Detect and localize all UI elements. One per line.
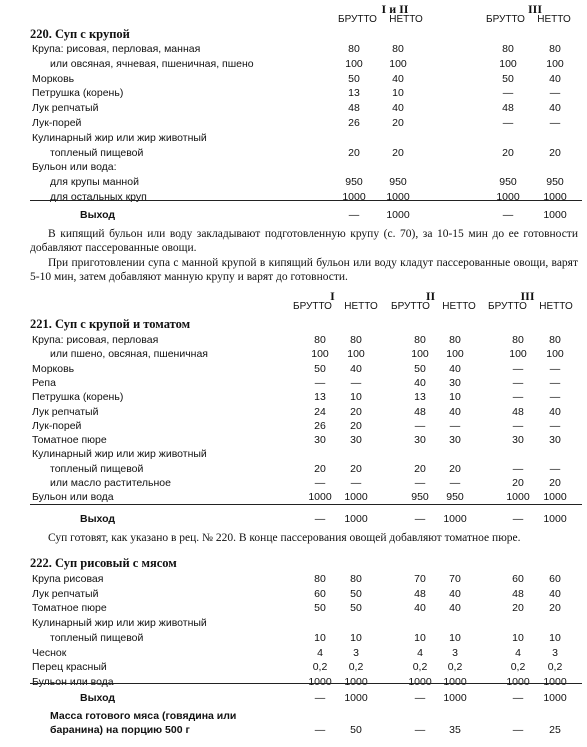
- ingredient-label: Лук-порей: [32, 419, 82, 432]
- quantity-cell: 30: [414, 434, 426, 447]
- quantity-cell: —: [549, 362, 561, 375]
- quantity-cell: 80: [414, 334, 426, 346]
- quantity-cell: —: [502, 117, 514, 129]
- instruction-paragraph: Суп готовят, как указано в рец. № 220. В конце пассерования овощей добавляют томатное пюре.: [48, 532, 521, 544]
- quantity-cell: —: [314, 477, 326, 489]
- quantity-cell: 1000: [443, 675, 467, 688]
- quantity-cell: —: [414, 419, 426, 432]
- quantity-cell: 30: [512, 434, 524, 447]
- yield-value: 1000: [543, 692, 567, 704]
- yield-value: —: [348, 209, 360, 221]
- ingredient-label: Кулинарный жир или жир животный: [32, 448, 207, 461]
- ingredient-label: Томатное пюре: [32, 434, 107, 447]
- ingredient-label: Петрушка (корень): [32, 391, 124, 404]
- quantity-cell: 1000: [308, 675, 332, 688]
- quantity-cell: —: [549, 87, 561, 100]
- quantity-cell: 50: [414, 362, 426, 375]
- meat-mass-value: —: [414, 724, 426, 736]
- quantity-cell: 1000: [308, 491, 332, 504]
- yield-label: Выход: [80, 513, 116, 525]
- quantity-cell: 10: [449, 631, 461, 644]
- quantity-cell: 40: [414, 376, 426, 389]
- ingredient-label: топленый пищевой: [50, 631, 144, 644]
- quantity-cell: 30: [350, 434, 362, 447]
- col-header-brutto: БРУТТО: [391, 301, 430, 312]
- meat-mass-value: 35: [449, 724, 461, 736]
- yield-label: Выход: [80, 692, 116, 704]
- quantity-cell: 80: [512, 334, 524, 346]
- quantity-cell: 1000: [344, 491, 368, 504]
- yield-value: 1000: [344, 513, 368, 525]
- quantity-cell: 48: [502, 102, 514, 115]
- ingredient-label: для остальных круп: [50, 191, 147, 203]
- quantity-cell: 40: [449, 602, 461, 615]
- quantity-cell: 70: [414, 573, 426, 585]
- ingredient-label: Морковь: [32, 72, 75, 85]
- instruction-paragraph: При приготовлении супа с манной крупой в кипящий бульон или воду кладут пассерованные овощи, варят 5-10 мин, затем добавляют манную крупу и варят до готовности.: [30, 257, 578, 284]
- quantity-cell: 10: [350, 391, 362, 404]
- quantity-cell: 20: [350, 419, 362, 432]
- col-header-netto: НЕТТО: [389, 14, 423, 25]
- quantity-cell: 3: [452, 646, 458, 659]
- quantity-cell: —: [414, 477, 426, 489]
- quantity-cell: 13: [348, 87, 360, 100]
- recipe-title: 222. Суп рисовый с мясом: [30, 556, 177, 570]
- meat-mass-value: —: [512, 724, 524, 736]
- quantity-cell: 1000: [543, 491, 567, 504]
- quantity-cell: —: [449, 419, 461, 432]
- quantity-cell: —: [549, 419, 561, 432]
- quantity-cell: 20: [350, 462, 362, 475]
- ingredient-label: Томатное пюре: [32, 602, 107, 615]
- quantity-cell: 20: [348, 146, 360, 159]
- quantity-cell: 80: [502, 43, 514, 55]
- quantity-cell: 20: [350, 405, 362, 418]
- quantity-cell: 40: [392, 102, 404, 115]
- ingredient-label: или овсяная, ячневая, пшеничная, пшено: [50, 57, 254, 70]
- quantity-cell: —: [549, 462, 561, 475]
- quantity-cell: 80: [449, 334, 461, 346]
- quantity-cell: 60: [549, 573, 561, 585]
- quantity-cell: —: [512, 362, 524, 375]
- quantity-cell: 40: [350, 362, 362, 375]
- quantity-cell: 26: [348, 117, 360, 129]
- quantity-cell: 24: [314, 405, 326, 418]
- quantity-cell: —: [549, 376, 561, 389]
- meat-mass-value: 50: [350, 724, 362, 736]
- quantity-cell: 1000: [408, 675, 432, 688]
- quantity-cell: 20: [314, 462, 326, 475]
- yield-value: —: [314, 513, 326, 525]
- quantity-cell: 0,2: [312, 661, 328, 674]
- yield-value: 1000: [344, 692, 368, 704]
- quantity-cell: 80: [348, 43, 360, 55]
- ingredient-label: Крупа рисовая: [32, 573, 104, 585]
- quantity-cell: 20: [549, 602, 561, 615]
- quantity-cell: 950: [345, 176, 363, 189]
- quantity-cell: 48: [348, 102, 360, 115]
- quantity-cell: 0,2: [547, 661, 563, 674]
- yield-value: 1000: [386, 209, 410, 221]
- quantity-cell: 10: [392, 87, 404, 100]
- quantity-cell: 70: [449, 573, 461, 585]
- quantity-cell: 10: [549, 631, 561, 644]
- quantity-cell: —: [549, 117, 561, 129]
- quantity-cell: 100: [446, 348, 464, 361]
- yield-value: 1000: [543, 209, 567, 221]
- meat-mass-label: Масса готового мяса (говядина или: [50, 710, 237, 722]
- yield-value: —: [502, 209, 514, 221]
- quantity-cell: 950: [389, 176, 407, 189]
- quantity-cell: 13: [414, 391, 426, 404]
- ingredient-label: Чеснок: [32, 646, 67, 659]
- quantity-cell: 100: [546, 57, 564, 70]
- ingredient-label: Петрушка (корень): [32, 87, 124, 100]
- quantity-cell: 100: [411, 348, 429, 361]
- quantity-cell: 20: [549, 477, 561, 489]
- quantity-cell: 1000: [344, 675, 368, 688]
- ingredient-label: Лук-порей: [32, 117, 82, 129]
- quantity-cell: 40: [549, 405, 561, 418]
- quantity-cell: 3: [353, 646, 359, 659]
- col-header-brutto: БРУТТО: [486, 14, 525, 25]
- quantity-cell: 20: [414, 462, 426, 475]
- quantity-cell: 40: [449, 587, 461, 600]
- group-header-1: I: [330, 289, 335, 303]
- quantity-cell: —: [512, 462, 524, 475]
- meat-mass-label: баранина) на порцию 500 г: [50, 724, 190, 736]
- quantity-cell: 100: [347, 348, 365, 361]
- quantity-cell: 50: [348, 72, 360, 85]
- quantity-cell: 20: [449, 462, 461, 475]
- ingredient-label: Лук репчатый: [32, 102, 99, 115]
- quantity-cell: 50: [502, 72, 514, 85]
- ingredient-label: Бульон или вода: [32, 675, 114, 688]
- ingredient-label: Крупа: рисовая, перловая, манная: [32, 43, 201, 55]
- quantity-cell: 950: [499, 176, 517, 189]
- quantity-cell: 100: [509, 348, 527, 361]
- ingredient-label: Репа: [32, 376, 56, 389]
- quantity-cell: —: [502, 87, 514, 100]
- divider: [30, 683, 582, 684]
- quantity-cell: —: [512, 419, 524, 432]
- ingredient-label: Кулинарный жир или жир животный: [32, 617, 207, 630]
- ingredient-label: Бульон или вода:: [32, 161, 117, 174]
- quantity-cell: —: [350, 477, 362, 489]
- quantity-cell: 80: [392, 43, 404, 55]
- quantity-cell: 4: [515, 646, 521, 659]
- quantity-cell: 48: [414, 587, 426, 600]
- quantity-cell: 100: [389, 57, 407, 70]
- quantity-cell: 10: [449, 391, 461, 404]
- ingredient-label: Лук репчатый: [32, 587, 99, 600]
- quantity-cell: 4: [417, 646, 423, 659]
- quantity-cell: 40: [549, 587, 561, 600]
- ingredient-label: Бульон или вода: [32, 491, 114, 504]
- group-header-1-2: I и II: [381, 2, 409, 16]
- quantity-cell: 50: [350, 587, 362, 600]
- quantity-cell: 20: [392, 117, 404, 129]
- quantity-cell: —: [512, 391, 524, 404]
- quantity-cell: —: [549, 391, 561, 404]
- ingredient-label: для крупы манной: [50, 176, 139, 189]
- quantity-cell: 48: [512, 587, 524, 600]
- quantity-cell: 48: [512, 405, 524, 418]
- quantity-cell: 950: [446, 491, 464, 504]
- quantity-cell: 80: [549, 334, 561, 346]
- yield-value: —: [414, 513, 426, 525]
- quantity-cell: 0,2: [412, 661, 428, 674]
- quantity-cell: 20: [392, 146, 404, 159]
- group-header-3: III: [520, 289, 535, 303]
- quantity-cell: 40: [392, 72, 404, 85]
- quantity-cell: 950: [411, 491, 429, 504]
- quantity-cell: —: [314, 376, 326, 389]
- meat-mass-value: —: [314, 724, 326, 736]
- quantity-cell: —: [449, 477, 461, 489]
- ingredient-label: Перец красный: [32, 661, 107, 674]
- quantity-cell: 20: [512, 602, 524, 615]
- quantity-cell: 1000: [506, 675, 530, 688]
- yield-label: Выход: [80, 209, 116, 221]
- quantity-cell: 80: [314, 573, 326, 585]
- quantity-cell: 40: [414, 602, 426, 615]
- quantity-cell: 100: [311, 348, 329, 361]
- quantity-cell: 950: [546, 176, 564, 189]
- quantity-cell: —: [512, 376, 524, 389]
- quantity-cell: 40: [549, 102, 561, 115]
- quantity-cell: 50: [314, 602, 326, 615]
- group-header-2: II: [425, 289, 436, 303]
- ingredient-label: или масло растительное: [50, 477, 171, 489]
- quantity-cell: 48: [414, 405, 426, 418]
- ingredient-label: Морковь: [32, 362, 75, 375]
- quantity-cell: 1000: [342, 191, 366, 203]
- quantity-cell: 20: [549, 146, 561, 159]
- quantity-cell: 100: [546, 348, 564, 361]
- yield-value: —: [414, 692, 426, 704]
- recipe-title: 221. Суп с крупой и томатом: [30, 317, 191, 331]
- quantity-cell: 10: [512, 631, 524, 644]
- quantity-cell: 10: [350, 631, 362, 644]
- ingredient-label: Лук репчатый: [32, 405, 99, 418]
- quantity-cell: 26: [314, 419, 326, 432]
- quantity-cell: 40: [549, 72, 561, 85]
- yield-value: —: [512, 513, 524, 525]
- quantity-cell: 60: [314, 587, 326, 600]
- recipe-title: 220. Суп с крупой: [30, 27, 130, 41]
- quantity-cell: 100: [345, 57, 363, 70]
- ingredient-label: топленый пищевой: [50, 462, 144, 475]
- yield-value: —: [314, 692, 326, 704]
- quantity-cell: 80: [549, 43, 561, 55]
- quantity-cell: 50: [350, 602, 362, 615]
- quantity-cell: 30: [314, 434, 326, 447]
- quantity-cell: —: [350, 376, 362, 389]
- quantity-cell: 1000: [496, 191, 520, 203]
- ingredient-label: Крупа: рисовая, перловая: [32, 334, 159, 346]
- quantity-cell: 0,2: [510, 661, 526, 674]
- quantity-cell: 0,2: [447, 661, 463, 674]
- quantity-cell: 30: [449, 376, 461, 389]
- group-header-3: III: [527, 2, 542, 16]
- ingredient-label: Кулинарный жир или жир животный: [32, 131, 207, 144]
- col-header-brutto: БРУТТО: [338, 14, 377, 25]
- col-header-netto: НЕТТО: [537, 14, 571, 25]
- quantity-cell: 50: [314, 362, 326, 375]
- col-header-netto: НЕТТО: [539, 301, 573, 312]
- quantity-cell: 40: [449, 405, 461, 418]
- quantity-cell: 4: [317, 646, 323, 659]
- quantity-cell: 100: [499, 57, 517, 70]
- quantity-cell: 80: [314, 334, 326, 346]
- quantity-cell: 0,2: [348, 661, 364, 674]
- divider: [30, 200, 582, 201]
- quantity-cell: 30: [549, 434, 561, 447]
- meat-mass-value: 25: [549, 724, 561, 736]
- quantity-cell: 10: [414, 631, 426, 644]
- quantity-cell: 20: [512, 477, 524, 489]
- yield-value: —: [512, 692, 524, 704]
- quantity-cell: 3: [552, 646, 558, 659]
- quantity-cell: 20: [502, 146, 514, 159]
- ingredient-label: топленый пищевой: [50, 146, 144, 159]
- divider: [30, 504, 582, 505]
- quantity-cell: 40: [449, 362, 461, 375]
- quantity-cell: 1000: [543, 191, 567, 203]
- quantity-cell: 10: [314, 631, 326, 644]
- yield-value: 1000: [443, 513, 467, 525]
- instruction-paragraph: В кипящий бульон или воду закладывают подготовленную крупу (с. 70), за 10-15 мин до ее готовности добавляют пассерованные овощи.: [30, 228, 578, 255]
- ingredient-label: или пшено, овсяная, пшеничная: [50, 348, 208, 361]
- quantity-cell: 1000: [386, 191, 410, 203]
- quantity-cell: 1000: [506, 491, 530, 504]
- yield-value: 1000: [543, 513, 567, 525]
- quantity-cell: 13: [314, 391, 326, 404]
- quantity-cell: 80: [350, 334, 362, 346]
- quantity-cell: 1000: [543, 675, 567, 688]
- col-header-brutto: БРУТТО: [488, 301, 527, 312]
- col-header-netto: НЕТТО: [344, 301, 378, 312]
- yield-value: 1000: [443, 692, 467, 704]
- quantity-cell: 60: [512, 573, 524, 585]
- col-header-brutto: БРУТТО: [293, 301, 332, 312]
- quantity-cell: 80: [350, 573, 362, 585]
- quantity-cell: 30: [449, 434, 461, 447]
- col-header-netto: НЕТТО: [442, 301, 476, 312]
